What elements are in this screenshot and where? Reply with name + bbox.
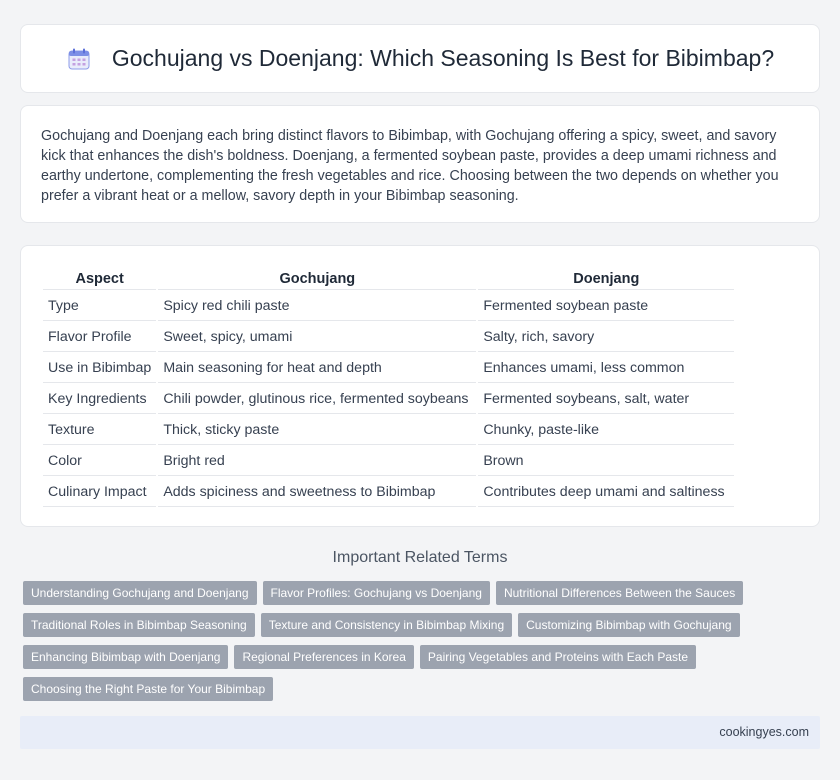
column-header-doenjang: Doenjang bbox=[478, 268, 734, 290]
table-header-row bbox=[43, 268, 734, 290]
table-cell: Thick, sticky paste bbox=[158, 416, 476, 445]
table-cell: Salty, rich, savory bbox=[478, 323, 734, 352]
table-row bbox=[43, 478, 734, 507]
table-row bbox=[43, 354, 734, 383]
table-cell: Use in Bibimbap bbox=[43, 354, 156, 383]
related-term-tag[interactable]: Enhancing Bibimbap with Doenjang bbox=[23, 645, 228, 669]
table-cell: Main seasoning for heat and depth bbox=[158, 354, 476, 383]
related-term-tag[interactable]: Nutritional Differences Between the Sauces bbox=[496, 581, 743, 605]
page-title: Gochujang vs Doenjang: Which Seasoning Is Best for Bibimbap? bbox=[111, 45, 775, 71]
intro-text: Gochujang and Doenjang each bring distinct flavors to Bibimbap, with Gochujang offering a spicy, sweet, and savory kick that enhances the dish's boldness. Doenjang, a fermented soybean paste, provides a deep umami richness and earthy undertone, complementing the fresh vegetables and rice. Choosing between the two depends on whether you prefer a vibrant heat or a mellow, savory depth in your Bibimbap seasoning. bbox=[41, 128, 779, 204]
table-cell: Culinary Impact bbox=[43, 478, 156, 507]
column-header-gochujang: Gochujang bbox=[158, 268, 476, 290]
footer bbox=[20, 716, 820, 749]
comparison-table bbox=[41, 266, 736, 509]
table-cell: Sweet, spicy, umami bbox=[158, 323, 476, 352]
table-row bbox=[43, 416, 734, 445]
related-term-tag[interactable]: Flavor Profiles: Gochujang vs Doenjang bbox=[263, 581, 490, 605]
table-cell: Enhances umami, less common bbox=[478, 354, 734, 383]
related-terms-title: Important Related Terms bbox=[332, 549, 508, 566]
table-row bbox=[43, 323, 734, 352]
table-row bbox=[43, 292, 734, 321]
related-term-tag[interactable]: Pairing Vegetables and Proteins with Each Paste bbox=[420, 645, 696, 669]
table-row bbox=[43, 385, 734, 414]
related-term-tag[interactable]: Understanding Gochujang and Doenjang bbox=[23, 581, 257, 605]
table-cell: Texture bbox=[43, 416, 156, 445]
table-row bbox=[43, 447, 734, 476]
related-term-tag[interactable]: Texture and Consistency in Bibimbap Mixing bbox=[261, 613, 512, 637]
intro-card bbox=[20, 105, 820, 223]
table-cell: Adds spiciness and sweetness to Bibimbap bbox=[158, 478, 476, 507]
table-cell: Chunky, paste-like bbox=[478, 416, 734, 445]
comparison-card bbox=[20, 245, 820, 527]
calendar-icon bbox=[66, 46, 92, 72]
table-cell: Bright red bbox=[158, 447, 476, 476]
related-term-tag[interactable]: Choosing the Right Paste for Your Bibimbap bbox=[23, 677, 273, 701]
table-cell: Color bbox=[43, 447, 156, 476]
table-cell: Fermented soybeans, salt, water bbox=[478, 385, 734, 414]
table-cell: Flavor Profile bbox=[43, 323, 156, 352]
table-cell: Type bbox=[43, 292, 156, 321]
table-cell: Key Ingredients bbox=[43, 385, 156, 414]
footer-site-link[interactable]: cookingyes.com bbox=[719, 725, 809, 739]
related-term-tag[interactable]: Traditional Roles in Bibimbap Seasoning bbox=[23, 613, 255, 637]
table-cell: Brown bbox=[478, 447, 734, 476]
related-term-tag[interactable]: Customizing Bibimbap with Gochujang bbox=[518, 613, 739, 637]
table-cell: Spicy red chili paste bbox=[158, 292, 476, 321]
header-card bbox=[20, 24, 820, 93]
table-cell: Contributes deep umami and saltiness bbox=[478, 478, 734, 507]
related-terms-list bbox=[23, 581, 823, 709]
table-cell: Chili powder, glutinous rice, fermented soybeans bbox=[158, 385, 476, 414]
column-header-aspect: Aspect bbox=[43, 268, 156, 290]
related-term-tag[interactable]: Regional Preferences in Korea bbox=[234, 645, 413, 669]
table-cell: Fermented soybean paste bbox=[478, 292, 734, 321]
